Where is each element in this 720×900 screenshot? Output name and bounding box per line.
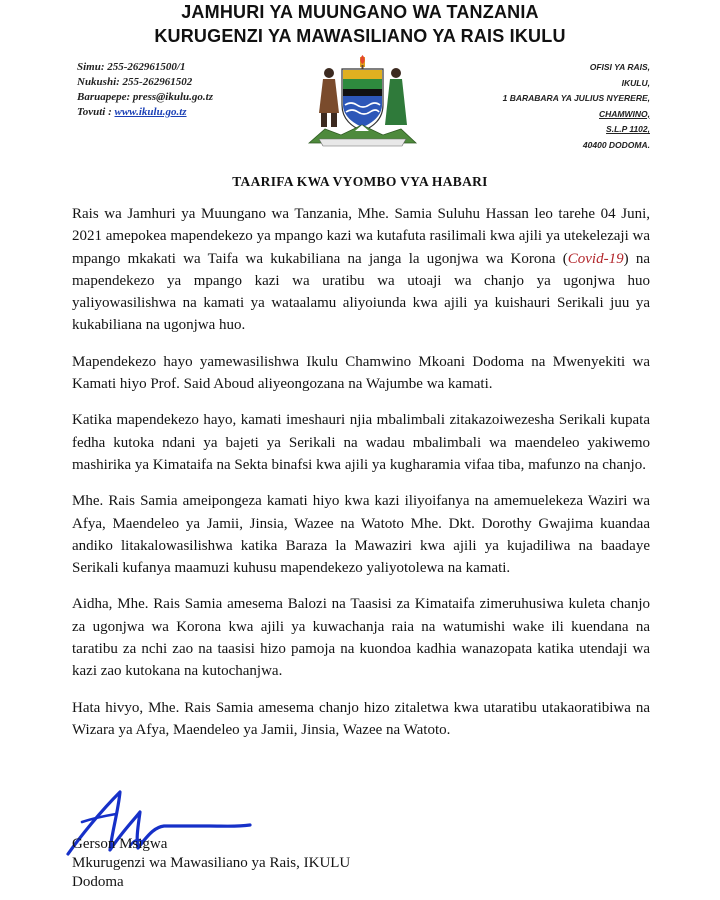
header-title-line2: KURUGENZI YA MAWASILIANO YA RAIS IKULU: [154, 26, 566, 46]
signature-block: [72, 835, 350, 892]
website-line: [77, 105, 213, 120]
covid-term: Covid-19: [567, 250, 624, 267]
press-release-body: [72, 203, 650, 755]
address-line3: 1 BARABARA YA JULIUS NYERERE,: [502, 93, 650, 103]
signatory-title: Mkurugenzi wa Mawasiliano ya Rais, IKULU: [72, 855, 351, 871]
paragraph-6: Hata hivyo, Mhe. Rais Samia amesema chanjo hizo zitaletwa kwa utaratibu utakaoratibiwa na Wizara ya Afya, Maendeleo ya Jamii, Jinsia, Wazee na Watoto.: [72, 699, 650, 738]
website-label: Tovuti :: [77, 106, 115, 118]
address-line2: IKULU,: [621, 77, 650, 88]
signatory-name: Gerson Msigwa: [72, 836, 168, 852]
phone-number: Simu: 255-262961500/1: [77, 61, 186, 73]
email-address: Baruapepe: press@ikulu.go.tz: [77, 91, 213, 103]
contact-info-right: [503, 60, 650, 153]
document-title: TAARIFA KWA VYOMBO VYA HABARI: [232, 174, 488, 189]
paragraph-3: Katika mapendekezo hayo, kamati imeshauri njia mbalimbali zitakazoiwezesha Serikali kupata fedha kutoka ndani ya bajeti ya Serikali na wadau mbalimbali wa maendeleo yakiwemo mashirika ya Kimataifa na Sekta binafsi kwa ajili ya kugharamia vifaa tiba, mafunzo na chanjo.: [72, 412, 650, 473]
signatory-place: Dodoma: [72, 874, 124, 890]
website-link[interactable]: www.ikulu.go.tz: [114, 106, 187, 118]
header-title-line1: JAMHURI YA MUUNGANO WA TANZANIA: [181, 2, 539, 22]
address-line6: 40400 DODOMA.: [582, 139, 650, 150]
paragraph-4: Mhe. Rais Samia ameipongeza kamati hiyo kwa kazi iliyoifanya na amemuelekeza Waziri wa Afya, Maendeleo ya Jamii, Jinsia, Wazee na Watoto Mhe. Dkt. Dorothy Gwajima kuandaa andiko litakalowasilishwa katika Baraza la Mawaziri kwa ajili ya kujadiliwa na baadaye Serikali kufanya maamuzi kuhusu mapendekezo yaliyotolewa na kamati.: [72, 493, 650, 577]
paragraph-5: Aidha, Mhe. Rais Samia amesema Balozi na Taasisi za Kimataifa zimeruhusiwa kuleta chanjo za ugonjwa wa Korona kwa ajili ya kuwachanja raia na watumishi wake ili kuendana na taratibu za nchi zao na taasisi hizo pamoja na kuondoa kadhia wanazopata katika utendaji wa kazi zao kutokana na kutochanjwa.: [72, 596, 650, 680]
fax-number: Nukushi: 255-262961502: [77, 76, 193, 88]
tanzania-coat-of-arms-icon: [305, 55, 420, 147]
paragraph-2: Mapendekezo hayo yamewasilishwa Ikulu Chamwino Mkoani Dodoma na Mwenyekiti wa Kamati hiyo Prof. Said Aboud aliyeongozana na Wajumbe wa kamati.: [72, 353, 650, 393]
paragraph-1-part-a: Rais wa Jamhuri ya Muungano wa Tanzania, Mhe. Samia Suluhu Hassan leo tarehe 04 Juni, 2021 amepokea mapendekezo ya mpango kazi wa kutafuta rasilimali kwa ajili ya utekelezaji wa mpango mkakati wa Taifa wa kukabiliana na janga la ugonjwa wa Korona (: [72, 206, 650, 267]
contact-info-left: [77, 60, 213, 120]
address-line1: OFISI YA RAIS,: [589, 62, 650, 72]
address-line4: CHAMWINO,: [599, 108, 650, 119]
address-line5: S.L.P 1102,: [606, 124, 650, 134]
paragraph-1-part-b: ) na mapendekezo ya mpango kazi wa uratibu wa utoaji wa chanjo ya ugonjwa huo yaliyowasilishwa na kamati ya wataalamu aliyoiunda kwa ajili ya kuishauri Serikali juu ya kukabiliana na ugonjwa huo.: [72, 250, 651, 334]
paragraph-1: [72, 203, 650, 337]
